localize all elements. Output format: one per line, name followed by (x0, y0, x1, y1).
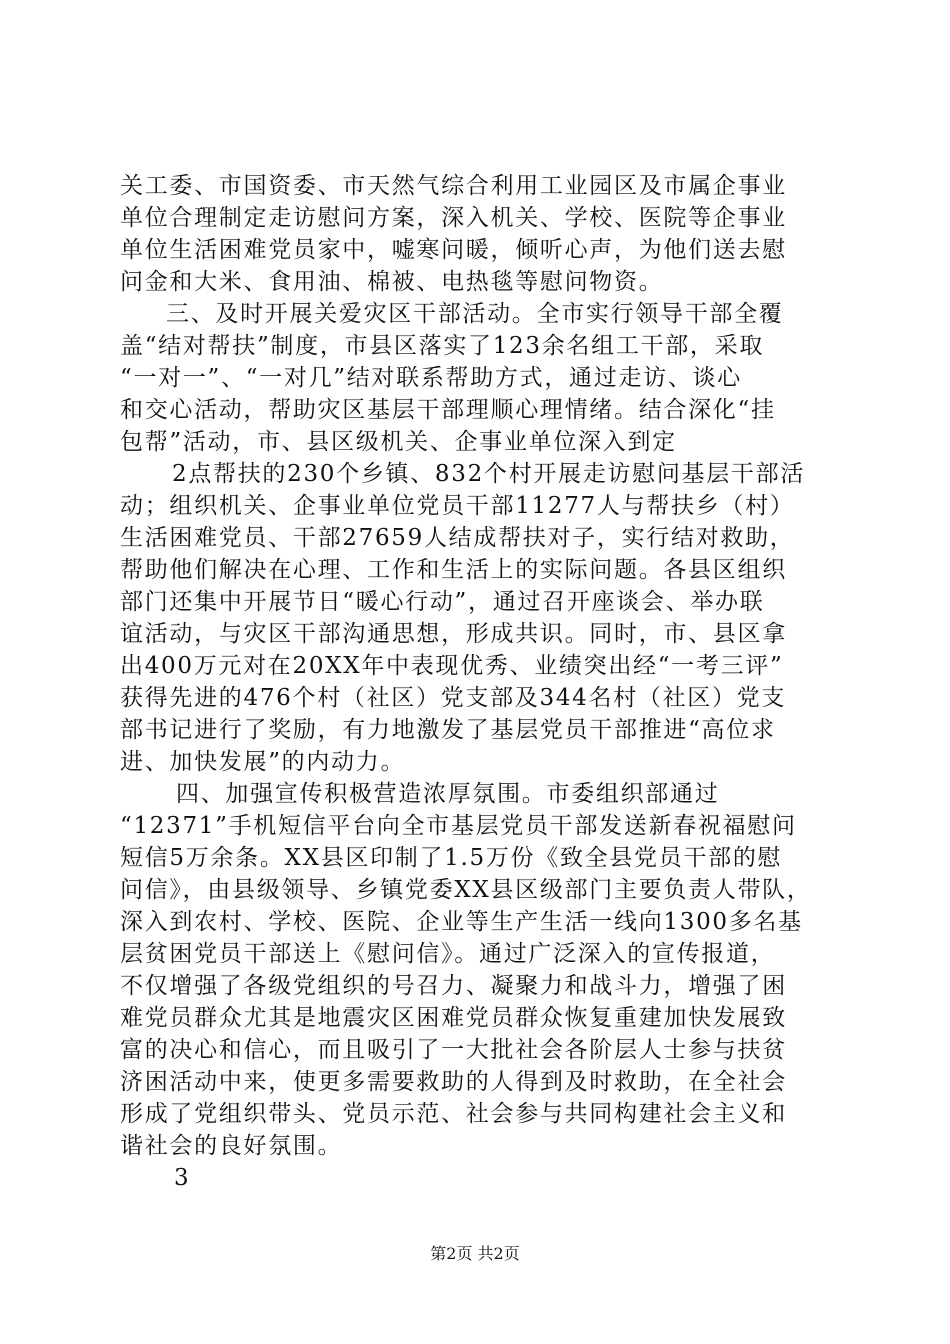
section-heading-three: 三、及时开展关爱灾区干部活动。全市实行领导干部全覆 (166, 301, 784, 327)
text-line: “一对一”、“一对几”结对联系帮助方式，通过走访、谈心 (120, 365, 742, 391)
text-line: 问金和大米、食用油、棉被、电热毯等慰问物资。 (120, 269, 664, 295)
text-line: 谐社会的良好氛围。 (120, 1133, 343, 1159)
inline-page-number: 3 (174, 1165, 191, 1191)
text-line: 层贫困党员干部送上《慰问信》。通过广泛深入的宣传报道， (120, 941, 776, 967)
document-body (120, 170, 840, 1194)
text-line: 谊活动，与灾区干部沟通思想，形成共识。同时，市、县区拿 (120, 621, 787, 647)
text-line: 2点帮扶的230个乡镇、832个村开展走访慰问基层干部活 (172, 461, 806, 487)
text-line: 难党员群众尤其是地震灾区困难党员群众恢复重建加快发展致 (120, 1005, 787, 1031)
text-line: 出400万元对在20XX年中表现优秀、业绩突出经“一考三评” (120, 653, 784, 679)
text-line: “12371”手机短信平台向全市基层党员干部发送新春祝福慰问 (120, 813, 797, 839)
text-line: 和交心活动，帮助灾区基层干部理顺心理情绪。结合深化“挂 (120, 397, 776, 423)
text-line: 单位生活困难党员家中，嘘寒问暖，倾听心声，为他们送去慰 (120, 237, 787, 263)
text-line: 包帮”活动，市、县区级机关、企事业单位深入到定 (120, 429, 677, 455)
text-line: 短信5万余条。XX县区印制了1.5万份《致全县党员干部的慰 (120, 845, 783, 871)
text-line: 富的决心和信心，而且吸引了一大批社会各阶层人士参与扶贫 (120, 1037, 787, 1063)
text-line: 动；组织机关、企事业单位党员干部11277人与帮扶乡（村） (120, 493, 795, 519)
text-line: 生活困难党员、干部27659人结成帮扶对子，实行结对救助， (120, 525, 795, 551)
text-line: 问信》，由县级领导、乡镇党委XX县区级部门主要负责人带队， (120, 877, 812, 903)
text-line: 单位合理制定走访慰问方案，深入机关、学校、医院等企事业 (120, 205, 787, 231)
text-line: 形成了党组织带头、党员示范、社会参与共同构建社会主义和 (120, 1101, 787, 1127)
text-line: 不仅增强了各级党组织的号召力、凝聚力和战斗力，增强了困 (120, 973, 787, 999)
text-line: 进、加快发展”的内动力。 (120, 749, 406, 775)
text-line: 深入到农村、学校、医院、企业等生产生活一线向1300多名基 (120, 909, 803, 935)
text-line: 盖“结对帮扶”制度，市县区落实了123余名组工干部，采取 (120, 333, 765, 359)
text-line: 帮助他们解决在心理、工作和生活上的实际问题。各县区组织 (120, 557, 787, 583)
text-line: 部书记进行了奖励，有力地激发了基层党员干部推进“高位求 (120, 717, 776, 743)
text-line: 济困活动中来，使更多需要救助的人得到及时救助，在全社会 (120, 1069, 787, 1095)
page-footer: 第2页 共2页 (430, 1244, 520, 1263)
section-heading-four: 四、加强宣传积极营造浓厚氛围。市委组织部通过 (176, 781, 720, 807)
text-line: 关工委、市国资委、市天然气综合利用工业园区及市属企事业 (120, 173, 787, 199)
text-line: 获得先进的476个村（社区）党支部及344名村（社区）党支 (120, 685, 787, 711)
text-line: 部门还集中开展节日“暖心行动”，通过召开座谈会、举办联 (120, 589, 765, 615)
